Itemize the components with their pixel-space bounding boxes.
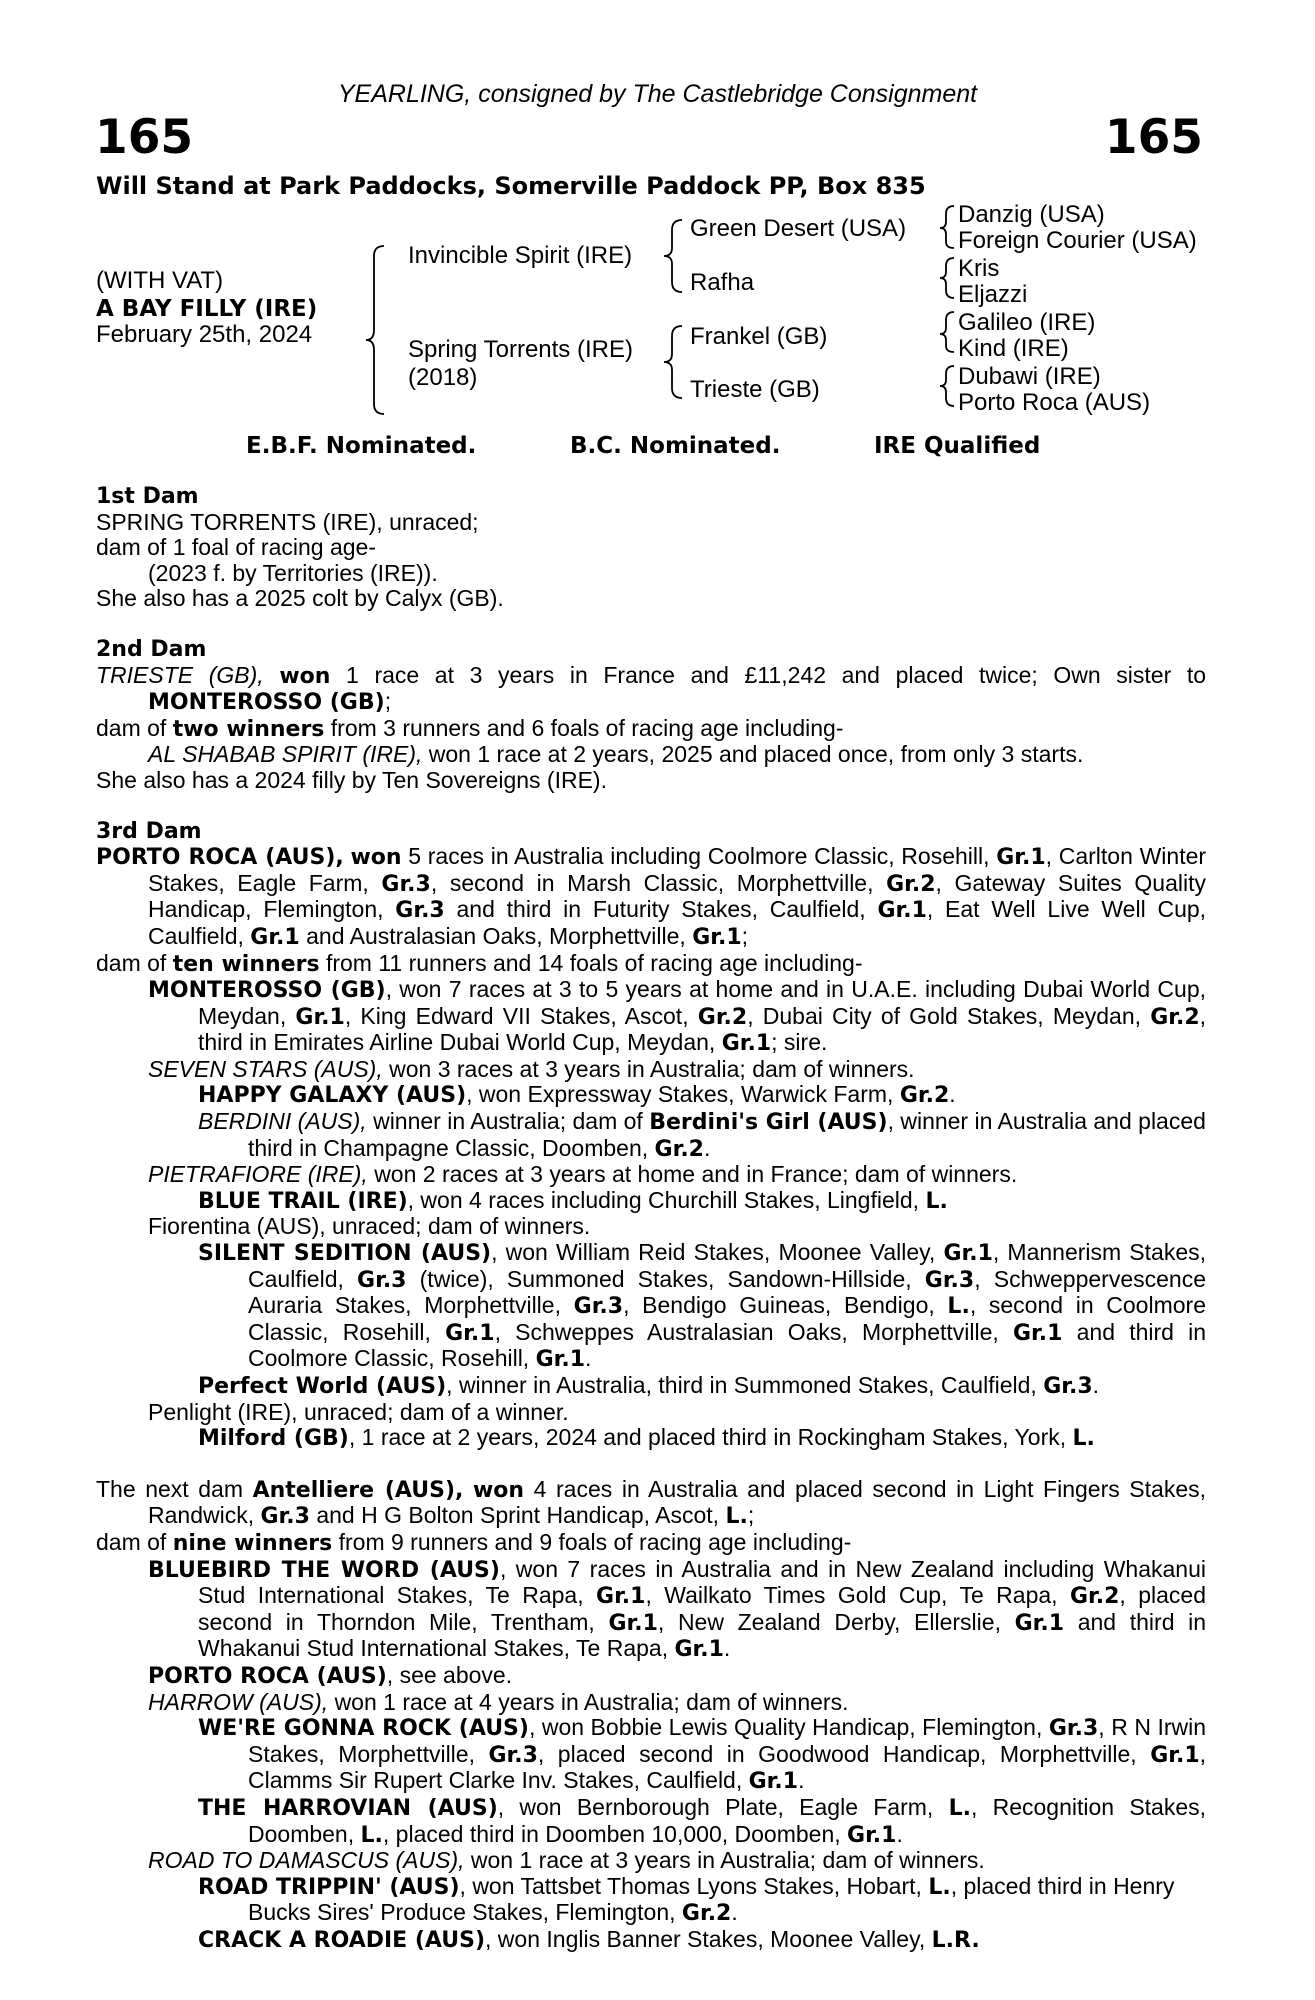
pedigree-braces <box>0 0 1315 430</box>
pedigree-sire-dam: Rafha <box>690 269 755 296</box>
first-dam-line: She also has a 2025 colt by Calyx (GB). <box>96 585 504 612</box>
offspring-entry: ROAD TO DAMASCUS (AUS), won 1 race at 3 years in Australia; dam of winners. <box>148 1847 985 1874</box>
first-dam-line: (2023 f. by Territories (IRE)). <box>148 559 438 586</box>
offspring-entry: PORTO ROCA (AUS), see above. <box>148 1661 513 1689</box>
ire-qualified: IRE Qualified <box>874 433 1041 459</box>
offspring-entry: Penlight (IRE), unraced; dam of a winner. <box>148 1398 569 1425</box>
grandoffspring-entry: SILENT SEDITION (AUS), won William Reid Stakes, Moonee Valley, Gr.1, Mannerism Stakes, Caulfield, Gr.3 (twice), Summoned Stakes, Sandown-Hillside, Gr.3, Schweppervescence Auraria Stakes, Morphettville, Gr.3, Bendigo Guineas, Bendigo, L., second in Coolmore Classic, Rosehill, Gr.1, Schweppes Australasian Oaks, Morphettville, Gr.1 and third in Coolmore Classic, Rosehill, Gr.1. <box>198 1239 1207 1373</box>
pedigree-ddd: Porto Roca (AUS) <box>958 389 1151 416</box>
pedigree-dam-year: (2018) <box>408 364 478 391</box>
first-dam-section <box>96 484 1206 612</box>
second-dam-title: 2nd Dam <box>96 636 207 662</box>
grandoffspring-entry: ROAD TRIPPIN' (AUS), won Tattsbet Thomas Lyons Stakes, Hobart, L., placed third in Henry Bucks Sires' Produce Stakes, Flemington, Gr.2. <box>198 1872 1175 1927</box>
third-dam-produce: dam of ten winners from 11 runners and 14 foals of racing age including- <box>96 949 863 977</box>
produce-record <box>96 484 1206 1953</box>
lot-number-right: 165 <box>1104 110 1203 165</box>
third-dam-section <box>96 819 1206 1452</box>
pedigree-ssd: Foreign Courier (USA) <box>958 227 1197 254</box>
lot-number-left: 165 <box>95 110 194 165</box>
offspring-entry: BLUEBIRD THE WORD (AUS), won 7 races in Australia and in New Zealand including Whakanui Stud International Stakes, Te Rapa, Gr.1, Wailkato Times Gold Cup, Te Rapa, Gr.2, placed second in Thorndon Mile, Trentham, Gr.1, New Zealand Derby, Ellerslie, Gr.1 and third in Whakanui Stud International Stakes, Te Rapa, Gr.1. <box>148 1555 1207 1663</box>
stand-location: Will Stand at Park Paddocks, Somerville Paddock PP, Box 835 <box>96 172 926 200</box>
second-dam-produce: dam of two winners from 3 runners and 6 foals of racing age including- <box>96 714 844 742</box>
grandoffspring-entry: Milford (GB), 1 race at 2 years, 2024 and placed third in Rockingham Stakes, York, L. <box>198 1424 1095 1452</box>
offspring-entry: SEVEN STARS (AUS), won 3 races at 3 years in Australia; dam of winners. <box>148 1055 915 1082</box>
pedigree-sire-sire: Green Desert (USA) <box>690 215 907 242</box>
pedigree-dam-dam: Trieste (GB) <box>690 376 820 403</box>
next-dam-record: The next dam Antelliere (AUS), won 4 races in Australia and placed second in Light Fingers Stakes, Randwick, Gr.3 and H G Bolton Sprint Handicap, Ascot, L.; <box>96 1475 1207 1530</box>
pedigree-sds: Kris <box>958 255 1000 282</box>
offspring-entry: MONTEROSSO (GB), won 7 races at 3 to 5 years at home and in U.A.E. including Dubai World Cup, Meydan, Gr.1, King Edward VII Stakes, Ascot, Gr.2, Dubai City of Gold Stakes, Meydan, Gr.2, third in Emirates Airline Dubai World Cup, Meydan, Gr.1; sire. <box>148 976 1207 1057</box>
pedigree-dam: Spring Torrents (IRE) <box>408 336 633 363</box>
grandoffspring-entry: WE'RE GONNA ROCK (AUS), won Bobbie Lewis Quality Handicap, Flemington, Gr.3, R N Irwin Stakes, Morphettville, Gr.3, placed second in Goodwood Handicap, Morphettville, Gr.1, Clamms Sir Rupert Clarke Inv. Stakes, Caulfield, Gr.1. <box>198 1714 1207 1795</box>
first-dam-title: 1st Dam <box>96 484 199 509</box>
grandoffspring-entry: BLUE TRAIL (IRE), won 4 races including Churchill Stakes, Lingfield, L. <box>198 1186 948 1214</box>
ebf-nominated: E.B.F. Nominated. <box>246 433 477 459</box>
pedigree-dsd: Kind (IRE) <box>958 335 1069 362</box>
pedigree-sss: Danzig (USA) <box>958 201 1105 228</box>
bc-nominated: B.C. Nominated. <box>570 433 781 459</box>
next-dam-produce: dam of nine winners from 9 runners and 9 foals of racing age including- <box>96 1528 852 1556</box>
grandoffspring-entry: HAPPY GALAXY (AUS), won Expressway Stakes, Warwick Farm, Gr.2. <box>198 1081 956 1109</box>
grandoffspring-entry: CRACK A ROADIE (AUS), won Inglis Banner Stakes, Moonee Valley, L.R. <box>198 1925 980 1953</box>
pedigree-dds: Dubawi (IRE) <box>958 363 1101 390</box>
first-dam-line: dam of 1 foal of racing age- <box>96 534 376 561</box>
pedigree-sire: Invincible Spirit (IRE) <box>408 242 633 269</box>
offspring-entry: Fiorentina (AUS), unraced; dam of winners. <box>148 1213 591 1240</box>
grandoffspring-entry: THE HARROVIAN (AUS), won Bernborough Plate, Eagle Farm, L., Recognition Stakes, Doomben, L., placed third in Doomben 10,000, Doomben, Gr.1. <box>198 1793 1207 1848</box>
next-dam-section <box>96 1477 1206 1954</box>
horse-name: A BAY FILLY (IRE) <box>96 296 318 322</box>
pedigree-dss: Galileo (IRE) <box>958 309 1096 336</box>
second-dam-also: She also has a 2024 filly by Ten Sovereigns (IRE). <box>96 766 607 793</box>
pedigree-dam-sire: Frankel (GB) <box>690 323 828 350</box>
offspring-entry: AL SHABAB SPIRIT (IRE), won 1 race at 2 years, 2025 and placed once, from only 3 starts. <box>148 741 1084 768</box>
offspring-entry: PIETRAFIORE (IRE), won 2 races at 3 years at home and in France; dam of winners. <box>148 1161 1018 1188</box>
second-dam-record: TRIESTE (GB), won 1 race at 3 years in France and £11,242 and placed twice; Own sister to MONTEROSSO (GB); <box>96 661 1207 716</box>
grandoffspring-entry: BERDINI (AUS), winner in Australia; dam of Berdini's Girl (AUS), winner in Australia and placed third in Champagne Classic, Doomben, Gr.2. <box>198 1108 1206 1162</box>
second-dam-section <box>96 637 1206 794</box>
vat-label: (WITH VAT) <box>96 267 224 294</box>
pedigree-sdd: Eljazzi <box>958 281 1028 308</box>
third-dam-record: PORTO ROCA (AUS), won 5 races in Australia including Coolmore Classic, Rosehill, Gr.1, Carlton Winter Stakes, Eagle Farm, Gr.3, second in Marsh Classic, Morphettville, Gr.2, Gateway Suites Quality Handicap, Flemington, Gr.3 and third in Futurity Stakes, Caulfield, Gr.1, Eat Well Live Well Cup, Caulfield, Gr.1 and Australasian Oaks, Morphettville, Gr.1; <box>96 843 1207 950</box>
consignor-line: YEARLING, consigned by The Castlebridge Consignment <box>337 80 978 108</box>
foaling-date: February 25th, 2024 <box>96 321 313 348</box>
first-dam-line: SPRING TORRENTS (IRE), unraced; <box>96 508 479 535</box>
grandoffspring-entry: Perfect World (AUS), winner in Australia, third in Summoned Stakes, Caulfield, Gr.3. <box>198 1372 1100 1399</box>
offspring-entry: HARROW (AUS), won 1 race at 4 years in Australia; dam of winners. <box>148 1688 849 1715</box>
third-dam-title: 3rd Dam <box>96 818 202 844</box>
